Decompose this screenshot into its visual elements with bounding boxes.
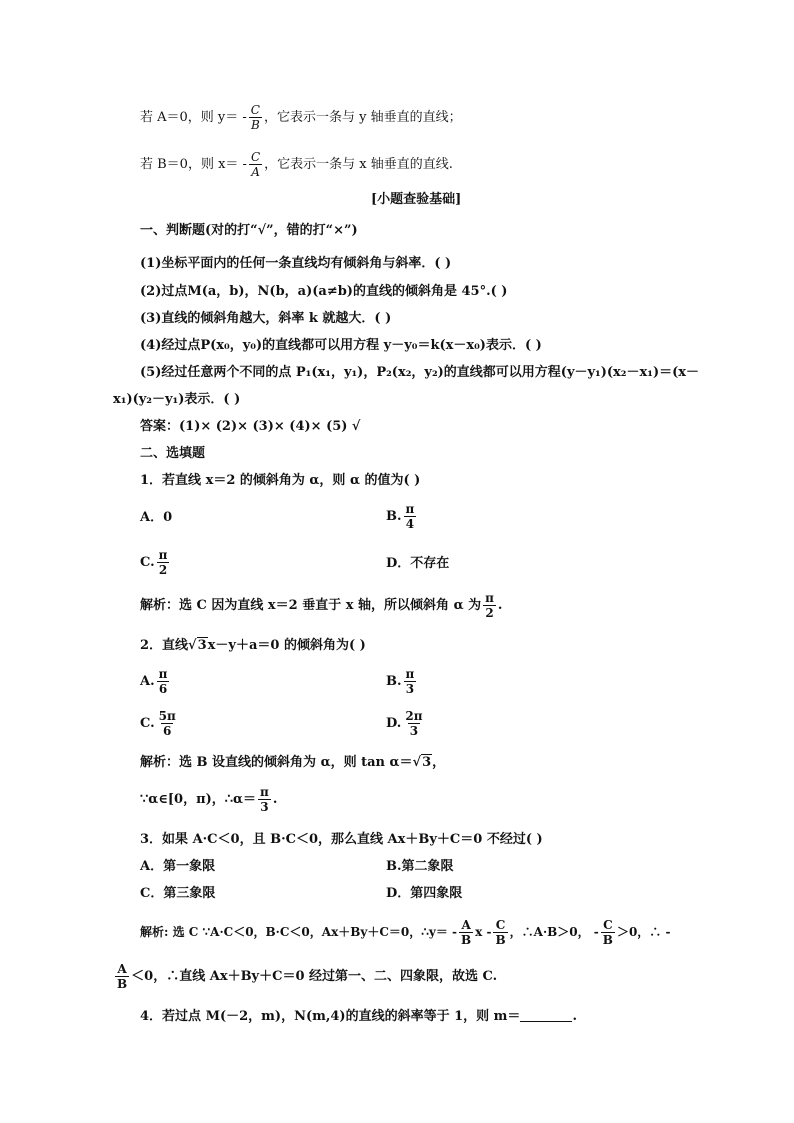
denominator: B [602,933,613,947]
stem-text: x－y＋a＝0 的倾斜角为( ) [207,638,366,653]
q1-option-d: D．不存在 [386,556,450,571]
q3-solution-1 [140,918,670,947]
sqrt: √3 [188,638,207,653]
fraction [258,785,271,814]
q4-stem [140,1008,577,1026]
solution-text: 解析：选 B 设直线的倾斜角为 α，则 tan α＝ [140,755,413,770]
fraction [404,502,417,531]
numerator: C [495,918,506,932]
intro-text: 若 A＝0，则 y＝ - [140,110,247,125]
part1-answer: 答案：(1)× (2)× (3)× (4)× (5) √ [140,419,361,434]
q1-option-b [386,502,418,531]
fraction [403,709,424,738]
denominator: A [251,165,260,179]
denominator: 3 [405,682,415,696]
judge-item-3: (3)直线的倾斜角越大，斜率 k 就越大．( ) [140,311,392,326]
option-label: A. [140,674,155,689]
option-label: C. [140,555,155,570]
solution-text: ，∴A·B＞0， - [509,925,599,939]
numerator: C [250,103,260,117]
intro-text: 若 B＝0，则 x＝ - [140,157,247,172]
q3-option-a: A．第一象限 [140,859,216,874]
radicand: 3 [197,638,207,653]
q3-option-b: B.第二象限 [386,859,454,874]
intro-line-2 [140,150,453,179]
sqrt: √3 [412,755,432,770]
judge-item-5-cont: x₁)(y₂－y₁)表示．( ) [113,392,241,407]
judge-item-4: (4)经过点P(x₀，y₀)的直线都可以用方程 y－y₀＝k(x－x₀)表示．( ) [140,338,542,353]
fraction [249,150,262,179]
intro-line-1 [140,103,462,132]
numerator: C [603,918,613,932]
solution-text: ＞0，∴ - [616,925,671,939]
solution-text: 解析：选 C 因为直线 x＝2 垂直于 x 轴，所以倾斜角 α 为 [140,598,482,613]
q3-stem: 3．如果 A·C＜0，且 B·C＜0，那么直线 Ax＋By＋C＝0 不经过( ) [140,832,543,847]
fraction [157,667,170,696]
fraction [249,103,262,132]
fraction [157,709,178,738]
fraction [404,667,417,696]
solution-text: ， [432,755,446,770]
fraction [115,962,129,991]
fraction [483,591,496,620]
solution-text: x - [475,925,492,939]
numerator: A [117,962,127,976]
stem-text: 4．若过点 M(－2，m)，N(m,4)的直线的斜率等于 1，则 m＝ [140,1009,521,1024]
denominator: 3 [409,724,419,738]
numerator: π [405,502,415,516]
solution-text: 解析: 选 C ∵A·C＜0，B·C＜0，Ax＋By＋C＝0，∴y＝ - [140,925,458,939]
intro-text: ，它表示一条与 x 轴垂直的直线. [264,157,453,172]
fraction [493,918,507,947]
section-title: [小题查验基础] [371,192,462,207]
q2-option-a [140,667,171,696]
numerator: π [485,591,494,605]
fraction [157,548,170,577]
solution-text: . [272,792,278,807]
numerator: A [461,918,471,932]
q1-option-c [140,548,171,577]
denominator: 4 [405,517,415,531]
q3-option-d: D．第四象限 [386,886,463,901]
numerator: π [158,667,168,681]
q1-solution [140,591,502,620]
denominator: 2 [485,606,494,620]
option-label: C. [140,716,155,731]
solution-text: . [497,598,503,613]
denominator: 6 [163,724,172,738]
option-label: D. [386,716,402,731]
denominator: 6 [158,682,168,696]
denominator: B [117,977,128,991]
denominator: B [250,118,260,132]
fraction [601,918,615,947]
q3-option-c: C．第三象限 [140,886,216,901]
denominator: 3 [260,800,269,814]
option-label: B. [386,674,402,689]
stem-text: 2．直线 [140,638,189,653]
q2-option-b [386,667,418,696]
part1-heading: 一、判断题(对的打“√”，错的打“×”) [140,223,358,238]
denominator: B [461,933,472,947]
q2-solution-2 [140,785,277,814]
solution-text: ∵α∈[0，π)，∴α＝ [140,792,257,807]
numerator: 5π [158,709,176,723]
judge-item-1: (1)坐标平面内的任何一条直线均有倾斜角与斜率．( ) [140,256,452,271]
judge-item-2: (2)过点M(a，b)，N(b，a)(a≠b)的直线的倾斜角是 45°.( ) [140,284,508,299]
numerator: π [260,785,269,799]
intro-text: ，它表示一条与 y 轴垂直的直线； [263,110,462,125]
denominator: 2 [158,563,168,577]
denominator: B [495,933,506,947]
q2-option-d [386,709,426,738]
radicand: 3 [422,755,432,770]
stem-text: . [572,1009,577,1024]
q2-solution-1 [140,754,445,772]
solution-text: ＜0，∴直线 Ax＋By＋C＝0 经过第一、二、四象限，故选 C. [131,969,498,984]
q1-option-a: A．0 [140,510,173,525]
part2-heading: 二、选填题 [140,446,206,461]
fraction [459,918,473,947]
numerator: 2π [405,709,423,723]
q1-stem: 1．若直线 x＝2 的倾斜角为 α，则 α 的值为( ) [140,473,421,488]
q2-stem [140,637,366,655]
option-label: B. [386,509,402,524]
q2-option-c [140,709,180,738]
answer-blank[interactable] [520,1009,572,1022]
judge-item-5: (5)经过任意两个不同的点 P₁(x₁，y₁)，P₂(x₂，y₂)的直线都可以用方程(y－y₁)(x₂－x₁)＝(x－ [140,365,699,380]
numerator: π [405,667,415,681]
q3-solution-2 [113,962,497,991]
numerator: C [250,150,261,164]
numerator: π [158,548,168,562]
